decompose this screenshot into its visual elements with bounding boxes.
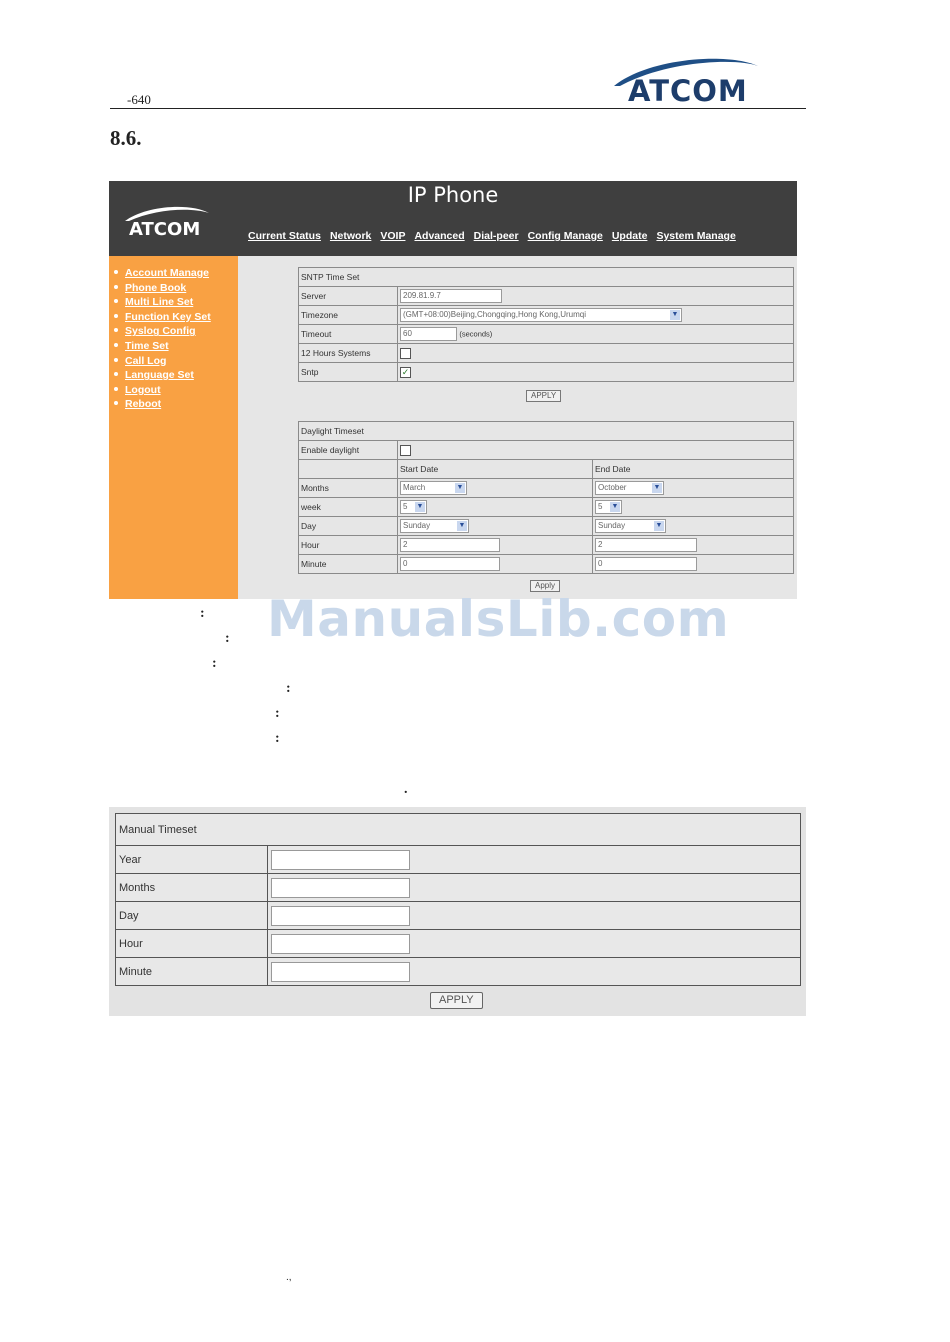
sidebar-item-call-log[interactable]: Call Log [112, 355, 238, 370]
sidebar-item-phone-book[interactable]: Phone Book [112, 282, 238, 297]
logo-text: ATCOM [628, 74, 748, 108]
nav-update[interactable]: Update [611, 230, 648, 242]
months-label: Months [116, 874, 268, 902]
minute-input[interactable] [271, 962, 410, 982]
watermark: ManualsLib.com [267, 590, 730, 648]
ui-title: IP Phone [407, 183, 499, 207]
timezone-select[interactable] [400, 308, 682, 322]
explanation-colon: : [275, 706, 280, 721]
sidebar-item-language-set[interactable]: Language Set [112, 369, 238, 384]
hour-label: Hour [116, 930, 268, 958]
hours12-checkbox[interactable] [400, 348, 411, 359]
hour-input[interactable] [271, 934, 410, 954]
start-day-select[interactable]: Sunday ▼ [400, 519, 469, 533]
daylight-table [298, 421, 794, 574]
ui-logo-text: ATCOM [129, 219, 201, 240]
ip-phone-web-ui [109, 181, 797, 599]
sntp-checkbox[interactable] [400, 367, 411, 378]
day-label: Day [299, 517, 398, 536]
hours12-label: 12 Hours Systems [299, 344, 398, 363]
start-week-select[interactable]: 5 ▼ [400, 500, 427, 514]
sntp-heading: SNTP Time Set [299, 268, 794, 287]
minute-label: Minute [299, 555, 398, 574]
timezone-label: Timezone [299, 306, 398, 325]
start-date-header: Start Date [398, 460, 593, 479]
timeout-unit: (seconds) [459, 329, 493, 339]
sidebar-item-function-key-set[interactable]: Function Key Set [112, 311, 238, 326]
end-date-header: End Date [593, 460, 794, 479]
minute-label: Minute [116, 958, 268, 986]
chevron-down-icon: ▼ [458, 522, 466, 529]
manual-timeset-table [115, 813, 801, 986]
enable-daylight-checkbox[interactable] [400, 445, 411, 456]
sidebar-item-time-set[interactable]: Time Set [112, 340, 238, 355]
nav-config-manage[interactable]: Config Manage [527, 230, 603, 242]
months-label: Months [299, 479, 398, 498]
end-week-select[interactable]: 5 ▼ [595, 500, 622, 514]
year-input[interactable] [271, 850, 410, 870]
chevron-down-icon: ▼ [655, 522, 663, 529]
explanation-colon: : [286, 681, 291, 696]
start-minute-input[interactable]: 0 [400, 557, 500, 571]
manual-timeset-panel [109, 807, 806, 1016]
manual-apply-button[interactable]: APPLY [430, 992, 483, 1009]
header-rule [110, 108, 806, 109]
enable-daylight-label: Enable daylight [299, 441, 398, 460]
check-icon: ✓ [401, 366, 410, 377]
explanation-colon: : [225, 631, 230, 646]
start-month-select[interactable]: March ▼ [400, 481, 467, 495]
end-hour-input[interactable]: 2 [595, 538, 697, 552]
section-number: 8.6. [110, 126, 142, 150]
chevron-down-icon: ▼ [653, 484, 661, 491]
sntp-apply-button[interactable]: APPLY [526, 390, 561, 402]
sntp-table [298, 267, 794, 382]
daylight-heading: Daylight Timeset [299, 422, 794, 441]
explanation-colon: : [200, 606, 205, 621]
year-label: Year [116, 846, 268, 874]
nav-advanced[interactable]: Advanced [414, 230, 465, 242]
start-hour-input[interactable]: 2 [400, 538, 500, 552]
explanation-colon: : [212, 656, 217, 671]
chevron-down-icon: ▼ [671, 311, 679, 318]
timeout-input[interactable]: 60 [400, 327, 457, 341]
sidebar-item-reboot[interactable]: Reboot [112, 398, 238, 413]
footer-mark: ., [286, 1272, 292, 1283]
timeout-label: Timeout [299, 325, 398, 344]
server-label: Server [299, 287, 398, 306]
sidebar-item-account-manage[interactable]: Account Manage [112, 267, 238, 282]
end-day-select[interactable]: Sunday ▼ [595, 519, 666, 533]
nav-system-manage[interactable]: System Manage [656, 230, 736, 242]
nav-current-status[interactable]: Current Status [248, 230, 321, 242]
server-input[interactable]: 209.81.9.7 [400, 289, 502, 303]
timezone-value: (GMT+08:00)Beijing,Chongqing,Hong Kong,Urumqi [403, 310, 586, 319]
explanation-dot: . [404, 782, 408, 797]
ui-logo [121, 203, 213, 243]
manual-timeset-heading: Manual Timeset [116, 814, 801, 846]
chevron-down-icon: ▼ [416, 503, 424, 510]
nav-voip[interactable]: VOIP [380, 230, 406, 242]
sidebar-item-multi-line-set[interactable]: Multi Line Set [112, 296, 238, 311]
hour-label: Hour [299, 536, 398, 555]
day-input[interactable] [271, 906, 410, 926]
explanation-colon: : [275, 731, 280, 746]
end-minute-input[interactable]: 0 [595, 557, 697, 571]
week-label: week [299, 498, 398, 517]
sidebar-item-syslog-config[interactable]: Syslog Config [112, 325, 238, 340]
months-input[interactable] [271, 878, 410, 898]
nav-dial-peer[interactable]: Dial-peer [473, 230, 519, 242]
end-month-select[interactable]: October ▼ [595, 481, 664, 495]
chevron-down-icon: ▼ [456, 484, 464, 491]
page-header-model: -640 [127, 92, 151, 107]
sidebar-item-logout[interactable]: Logout [112, 384, 238, 399]
sntp-label: Sntp [299, 363, 398, 382]
atcom-logo [608, 52, 768, 110]
ui-sidebar [109, 256, 238, 599]
daylight-apply-button[interactable]: Apply [530, 580, 560, 592]
chevron-down-icon: ▼ [611, 503, 619, 510]
nav-network[interactable]: Network [329, 230, 372, 242]
day-label: Day [116, 902, 268, 930]
ui-nav [248, 230, 736, 242]
ui-header [109, 181, 797, 256]
